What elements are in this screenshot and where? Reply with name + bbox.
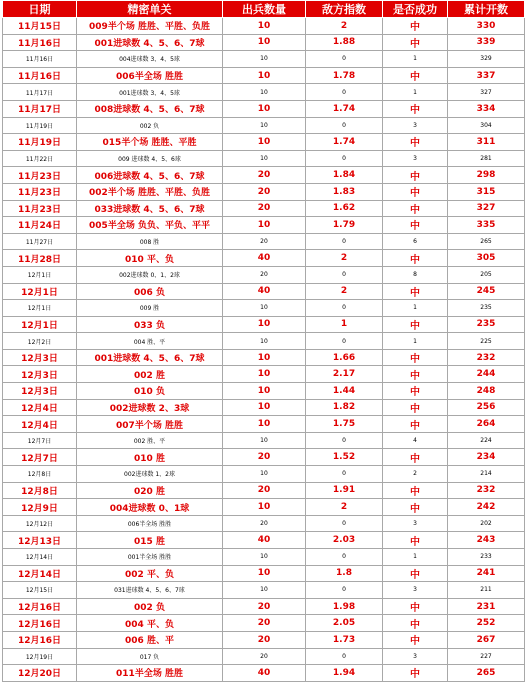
total-cell: 242 [448,499,525,516]
success-cell: 3 [383,150,448,167]
troops-cell: 10 [223,565,306,582]
date-cell: 12月14日 [3,565,77,582]
total-cell: 329 [448,51,525,68]
table-row [3,18,525,35]
plan-cell: 005半全场 负负、平负、平平 [77,217,223,234]
odds-cell: 2 [306,250,383,267]
plan-cell: 009 进球数 4、5、6球 [77,150,223,167]
troops-cell: 20 [223,233,306,250]
date-cell: 11月22日 [3,150,77,167]
odds-cell: 1.73 [306,631,383,648]
success-cell: 中 [383,349,448,366]
date-cell: 12月3日 [3,383,77,400]
success-cell: 中 [383,200,448,217]
plan-cell: 011半全场 胜胜 [77,665,223,682]
plan-cell: 002 负 [77,598,223,615]
success-cell: 3 [383,515,448,532]
date-cell: 12月9日 [3,499,77,516]
troops-cell: 10 [223,100,306,117]
success-cell: 1 [383,84,448,101]
odds-cell: 2 [306,499,383,516]
success-cell: 中 [383,183,448,200]
total-cell: 231 [448,598,525,615]
table-row [3,100,525,117]
success-cell: 中 [383,631,448,648]
total-cell: 335 [448,217,525,234]
total-cell: 244 [448,366,525,383]
odds-cell: 1.83 [306,183,383,200]
table-row [3,316,525,333]
troops-cell: 10 [223,117,306,134]
total-cell: 298 [448,167,525,184]
total-cell: 205 [448,266,525,283]
success-cell: 1 [383,300,448,317]
plan-cell: 006 负 [77,283,223,300]
success-cell: 中 [383,250,448,267]
success-cell: 中 [383,383,448,400]
plan-cell: 010 负 [77,383,223,400]
date-cell: 11月17日 [3,84,77,101]
date-cell: 12月4日 [3,399,77,416]
plan-cell: 004 胜、平 [77,333,223,350]
troops-cell: 10 [223,150,306,167]
troops-cell: 20 [223,515,306,532]
troops-cell: 10 [223,316,306,333]
plan-cell: 004进球数 0、1球 [77,499,223,516]
date-cell: 11月24日 [3,217,77,234]
table-row [3,665,525,682]
date-cell: 11月28日 [3,250,77,267]
success-cell: 中 [383,416,448,433]
date-cell: 11月17日 [3,100,77,117]
troops-cell: 10 [223,582,306,599]
odds-cell: 1.74 [306,134,383,151]
total-cell: 264 [448,416,525,433]
total-cell: 235 [448,316,525,333]
success-cell: 3 [383,648,448,665]
success-cell: 3 [383,117,448,134]
table-row [3,631,525,648]
troops-cell: 40 [223,250,306,267]
total-cell: 235 [448,300,525,317]
total-cell: 234 [448,449,525,466]
date-cell: 11月16日 [3,67,77,84]
table-row [3,482,525,499]
plan-cell: 033 负 [77,316,223,333]
total-cell: 339 [448,34,525,51]
table-row [3,250,525,267]
odds-cell: 1.82 [306,399,383,416]
table-row [3,51,525,68]
success-cell: 中 [383,482,448,499]
header-date: 日期 [3,1,77,18]
table-row [3,183,525,200]
plan-cell: 002 胜 [77,366,223,383]
success-cell: 中 [383,100,448,117]
odds-cell: 0 [306,117,383,134]
troops-cell: 40 [223,665,306,682]
odds-cell: 0 [306,300,383,317]
odds-cell: 0 [306,150,383,167]
date-cell: 12月16日 [3,615,77,632]
success-cell: 中 [383,532,448,549]
table-row [3,134,525,151]
plan-cell: 006 胜、平 [77,631,223,648]
date-cell: 12月12日 [3,515,77,532]
total-cell: 232 [448,349,525,366]
troops-cell: 10 [223,383,306,400]
odds-cell: 1.98 [306,598,383,615]
odds-cell: 2.17 [306,366,383,383]
success-cell: 中 [383,449,448,466]
table-row [3,582,525,599]
table-row [3,200,525,217]
table-row [3,266,525,283]
header-plan: 精密单关 [77,1,223,18]
success-cell: 中 [383,366,448,383]
date-cell: 12月14日 [3,549,77,566]
success-cell: 中 [383,565,448,582]
table-row [3,515,525,532]
header-total: 累计开数 [448,1,525,18]
table-row [3,466,525,483]
troops-cell: 10 [223,333,306,350]
date-cell: 12月15日 [3,582,77,599]
date-cell: 11月19日 [3,117,77,134]
table-row [3,383,525,400]
plan-cell: 017 负 [77,648,223,665]
odds-cell: 1.62 [306,200,383,217]
odds-cell: 0 [306,466,383,483]
table-row [3,117,525,134]
odds-cell: 0 [306,648,383,665]
total-cell: 330 [448,18,525,35]
date-cell: 12月4日 [3,416,77,433]
table-row [3,366,525,383]
header-odds: 敌方指数 [306,1,383,18]
date-cell: 11月23日 [3,167,77,184]
date-cell: 12月20日 [3,665,77,682]
total-cell: 265 [448,233,525,250]
plan-cell: 010 平、负 [77,250,223,267]
total-cell: 214 [448,466,525,483]
troops-cell: 20 [223,449,306,466]
troops-cell: 10 [223,366,306,383]
date-cell: 12月19日 [3,648,77,665]
troops-cell: 40 [223,532,306,549]
table-row [3,615,525,632]
date-cell: 12月7日 [3,449,77,466]
total-cell: 248 [448,383,525,400]
odds-cell: 1.94 [306,665,383,682]
plan-cell: 015 胜 [77,532,223,549]
troops-cell: 20 [223,482,306,499]
table-row [3,300,525,317]
total-cell: 334 [448,100,525,117]
date-cell: 11月23日 [3,200,77,217]
success-cell: 中 [383,134,448,151]
odds-cell: 1.88 [306,34,383,51]
success-cell: 6 [383,233,448,250]
table-row [3,499,525,516]
date-cell: 12月1日 [3,283,77,300]
troops-cell: 10 [223,217,306,234]
table-row [3,150,525,167]
table-row [3,565,525,582]
success-cell: 1 [383,51,448,68]
odds-cell: 0 [306,84,383,101]
total-cell: 202 [448,515,525,532]
troops-cell: 10 [223,549,306,566]
total-cell: 243 [448,532,525,549]
success-cell: 中 [383,18,448,35]
odds-cell: 0 [306,266,383,283]
table-row [3,283,525,300]
plan-cell: 015半个场 胜胜、平胜 [77,134,223,151]
troops-cell: 20 [223,200,306,217]
troops-cell: 10 [223,67,306,84]
success-cell: 中 [383,67,448,84]
success-cell: 中 [383,34,448,51]
date-cell: 12月3日 [3,349,77,366]
troops-cell: 20 [223,167,306,184]
total-cell: 252 [448,615,525,632]
odds-cell: 0 [306,515,383,532]
table-row [3,598,525,615]
plan-cell: 002进球数 2、3球 [77,399,223,416]
troops-cell: 10 [223,499,306,516]
plan-cell: 004进球数 3、4、5球 [77,51,223,68]
odds-cell: 1.66 [306,349,383,366]
odds-cell: 2 [306,283,383,300]
troops-cell: 10 [223,349,306,366]
header-success: 是否成功 [383,1,448,18]
success-cell: 2 [383,466,448,483]
troops-cell: 10 [223,466,306,483]
total-cell: 327 [448,200,525,217]
table-row [3,416,525,433]
odds-cell: 1.84 [306,167,383,184]
total-cell: 232 [448,482,525,499]
date-cell: 11月23日 [3,183,77,200]
odds-cell: 0 [306,51,383,68]
total-cell: 256 [448,399,525,416]
date-cell: 12月3日 [3,366,77,383]
troops-cell: 10 [223,399,306,416]
total-cell: 265 [448,665,525,682]
date-cell: 12月8日 [3,466,77,483]
odds-cell: 0 [306,333,383,350]
plan-cell: 007半个场 胜胜 [77,416,223,433]
date-cell: 12月16日 [3,631,77,648]
odds-cell: 1 [306,316,383,333]
success-cell: 4 [383,432,448,449]
table-row [3,67,525,84]
troops-cell: 10 [223,34,306,51]
plan-cell: 008进球数 4、5、6、7球 [77,100,223,117]
troops-cell: 10 [223,134,306,151]
odds-cell: 2.05 [306,615,383,632]
plan-cell: 001进球数 4、5、6、7球 [77,34,223,51]
troops-cell: 10 [223,84,306,101]
success-cell: 中 [383,665,448,682]
plan-cell: 002半个场 胜胜、平胜、负胜 [77,183,223,200]
total-cell: 304 [448,117,525,134]
troops-cell: 20 [223,183,306,200]
table-row [3,399,525,416]
plan-cell: 009半个场 胜胜、平胜、负胜 [77,18,223,35]
table-row [3,449,525,466]
date-cell: 11月16日 [3,51,77,68]
table-row [3,84,525,101]
total-cell: 241 [448,565,525,582]
success-cell: 中 [383,598,448,615]
total-cell: 311 [448,134,525,151]
table-body [3,18,525,682]
plan-cell: 006进球数 4、5、6、7球 [77,167,223,184]
table-row [3,432,525,449]
plan-cell: 002 负 [77,117,223,134]
plan-cell: 020 胜 [77,482,223,499]
plan-cell: 002进球数 1、2球 [77,466,223,483]
plan-cell: 010 胜 [77,449,223,466]
troops-cell: 10 [223,416,306,433]
header-troops: 出兵数量 [223,1,306,18]
plan-cell: 001半全场 胜胜 [77,549,223,566]
date-cell: 12月2日 [3,333,77,350]
success-cell: 8 [383,266,448,283]
date-cell: 12月8日 [3,482,77,499]
troops-cell: 10 [223,51,306,68]
troops-cell: 20 [223,266,306,283]
troops-cell: 10 [223,300,306,317]
date-cell: 11月19日 [3,134,77,151]
troops-cell: 40 [223,283,306,300]
odds-cell: 2 [306,18,383,35]
table-row [3,549,525,566]
plan-cell: 006半全场 胜胜 [77,67,223,84]
plan-cell: 002进球数 0、1、2球 [77,266,223,283]
date-cell: 12月13日 [3,532,77,549]
odds-cell: 1.79 [306,217,383,234]
date-cell: 12月1日 [3,300,77,317]
table-row [3,34,525,51]
total-cell: 227 [448,648,525,665]
date-cell: 12月1日 [3,266,77,283]
success-cell: 中 [383,283,448,300]
table-row [3,233,525,250]
plan-cell: 004 平、负 [77,615,223,632]
odds-cell: 1.74 [306,100,383,117]
plan-cell: 008 胜 [77,233,223,250]
plan-cell: 033进球数 4、5、6、7球 [77,200,223,217]
total-cell: 327 [448,84,525,101]
total-cell: 224 [448,432,525,449]
date-cell: 11月16日 [3,34,77,51]
table-row [3,167,525,184]
date-cell: 12月7日 [3,432,77,449]
success-cell: 中 [383,399,448,416]
table-row [3,648,525,665]
plan-cell: 006半全场 胜胜 [77,515,223,532]
odds-cell: 1.44 [306,383,383,400]
odds-cell: 1.52 [306,449,383,466]
total-cell: 211 [448,582,525,599]
plan-cell: 002 平、负 [77,565,223,582]
success-cell: 中 [383,217,448,234]
table-row [3,349,525,366]
success-cell: 中 [383,316,448,333]
odds-cell: 2.03 [306,532,383,549]
odds-cell: 0 [306,233,383,250]
table-row [3,333,525,350]
plan-cell: 031进球数 4、5、6、7球 [77,582,223,599]
success-cell: 中 [383,167,448,184]
odds-cell: 1.91 [306,482,383,499]
odds-cell: 0 [306,582,383,599]
troops-cell: 20 [223,598,306,615]
success-cell: 1 [383,549,448,566]
success-cell: 中 [383,615,448,632]
plan-cell: 001进球数 4、5、6、7球 [77,349,223,366]
troops-cell: 20 [223,615,306,632]
table-row [3,217,525,234]
success-cell: 3 [383,582,448,599]
troops-cell: 10 [223,18,306,35]
odds-cell: 0 [306,549,383,566]
total-cell: 233 [448,549,525,566]
date-cell: 12月1日 [3,316,77,333]
date-cell: 12月16日 [3,598,77,615]
odds-cell: 1.8 [306,565,383,582]
total-cell: 281 [448,150,525,167]
results-table [2,0,525,682]
success-cell: 中 [383,499,448,516]
odds-cell: 1.78 [306,67,383,84]
troops-cell: 20 [223,648,306,665]
date-cell: 11月27日 [3,233,77,250]
success-cell: 1 [383,333,448,350]
plan-cell: 002 胜、平 [77,432,223,449]
date-cell: 11月15日 [3,18,77,35]
table-row [3,532,525,549]
plan-cell: 001进球数 3、4、5球 [77,84,223,101]
plan-cell: 009 胜 [77,300,223,317]
total-cell: 267 [448,631,525,648]
total-cell: 337 [448,67,525,84]
odds-cell: 1.75 [306,416,383,433]
total-cell: 305 [448,250,525,267]
total-cell: 315 [448,183,525,200]
header-row [3,1,525,18]
total-cell: 245 [448,283,525,300]
troops-cell: 10 [223,432,306,449]
troops-cell: 20 [223,631,306,648]
odds-cell: 0 [306,432,383,449]
total-cell: 225 [448,333,525,350]
